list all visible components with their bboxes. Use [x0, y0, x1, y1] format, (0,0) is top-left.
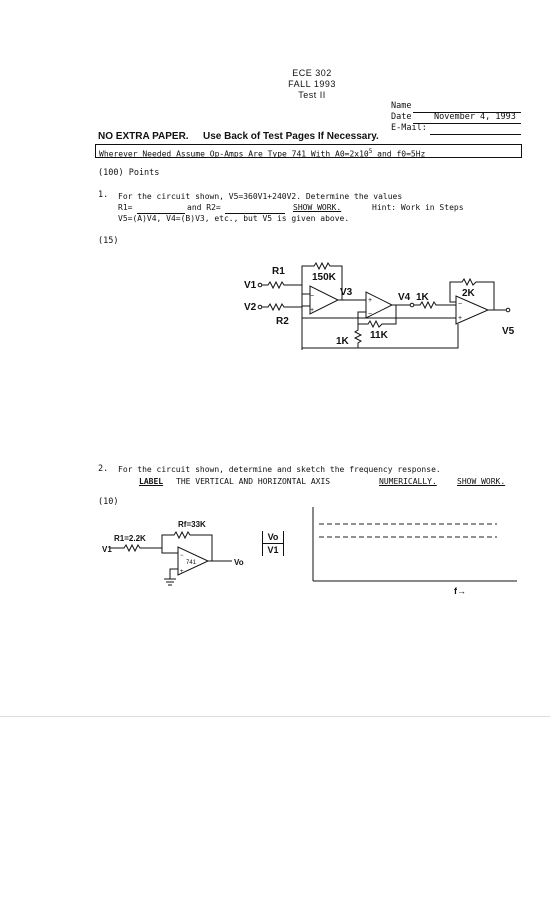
total-points: (100) Points: [98, 168, 160, 178]
arrow-right-icon: →: [457, 586, 466, 596]
frequency-response-plot[interactable]: [305, 505, 520, 585]
r150k-label: 150K: [312, 272, 336, 283]
problem2-circuit: [100, 515, 250, 595]
term-title: FALL 1993: [288, 79, 336, 89]
problem2-show-work: SHOW WORK.: [457, 477, 506, 486]
assumptions-tail: and f0=5Hz: [377, 149, 426, 159]
problem2-number: 2.: [98, 464, 109, 474]
assumptions-exponent: 5: [368, 148, 373, 155]
svg-text:+: +: [458, 315, 463, 322]
r1-label: R1: [272, 266, 285, 277]
v5-label: V5: [502, 326, 515, 337]
svg-text:+: +: [180, 569, 184, 575]
r1k-ground-label: 1K: [336, 336, 349, 347]
frequency-symbol: f: [454, 586, 457, 596]
back-of-pages-note: Use Back of Test Pages If Necessary.: [203, 131, 379, 142]
gain-denominator: V1: [267, 545, 279, 555]
vo-output-label: Vo: [234, 558, 244, 567]
v2-label: V2: [244, 302, 257, 313]
r2k-label: 2K: [462, 288, 475, 299]
problem1-circuit: [230, 258, 520, 358]
svg-text:−: −: [180, 553, 184, 559]
v1-input-label: V1: [102, 545, 112, 554]
email-label: E-Mail:: [391, 123, 427, 133]
problem1-line3: V5=(A)V4, V4=(B)V3, etc., but V5 is given above.: [118, 214, 350, 223]
v1-label: V1: [244, 280, 257, 291]
v3-label: V3: [340, 287, 353, 298]
svg-text:−: −: [458, 301, 463, 308]
problem2-line1: For the circuit shown, determine and sketch the frequency response.: [118, 465, 441, 474]
svg-text:−: −: [368, 311, 373, 318]
date-field: [413, 123, 521, 124]
svg-text:+: +: [310, 307, 315, 314]
problem2-axis-text: THE VERTICAL AND HORIZONTAL AXIS: [176, 477, 331, 486]
problem1-r1-label: R1=: [118, 203, 133, 212]
r2-label: R2: [276, 316, 289, 327]
date-value: November 4, 1993: [434, 112, 516, 122]
date-label: Date: [391, 112, 412, 122]
r1k-label: 1K: [416, 292, 429, 303]
problem1-hint: Hint: Work in Steps: [372, 203, 464, 212]
problem1-number: 1.: [98, 190, 109, 200]
assumptions-text: Wherever Needed Assume Op-Amps Are Type 741 With A0=2x10: [99, 149, 369, 159]
problem1-line1: For the circuit shown, V5=360V1+240V2. Determine the values: [118, 192, 403, 201]
problem1-points: (15): [98, 236, 119, 246]
svg-text:+: +: [368, 297, 373, 304]
ic-label: 741: [186, 560, 197, 566]
v4-label: V4: [398, 292, 411, 303]
page-divider: [0, 716, 550, 717]
r11k-label: 11K: [370, 330, 388, 341]
name-label: Name: [391, 101, 412, 111]
problem2-points: (10): [98, 497, 119, 507]
course-title: ECE 302: [292, 68, 332, 78]
frequency-axis-label: [454, 586, 466, 596]
gain-numerator: Vo: [263, 531, 283, 544]
gain-axis-label: [262, 531, 284, 556]
test-title: Test II: [298, 90, 326, 100]
email-field[interactable]: [430, 134, 521, 135]
r1-22k-label: R1=2.2K: [114, 534, 146, 543]
no-paper-warning: NO EXTRA PAPER.: [98, 131, 189, 142]
problem2-numerically: NUMERICALLY.: [379, 477, 437, 486]
problem1-r2-label: and R2=: [187, 203, 221, 212]
svg-text:−: −: [310, 293, 315, 300]
problem2-label-word: LABEL: [139, 477, 164, 486]
assumptions-box: [95, 144, 522, 158]
rf-33k-label: Rf=33K: [178, 520, 206, 529]
problem1-show-work: SHOW WORK.: [293, 203, 342, 212]
